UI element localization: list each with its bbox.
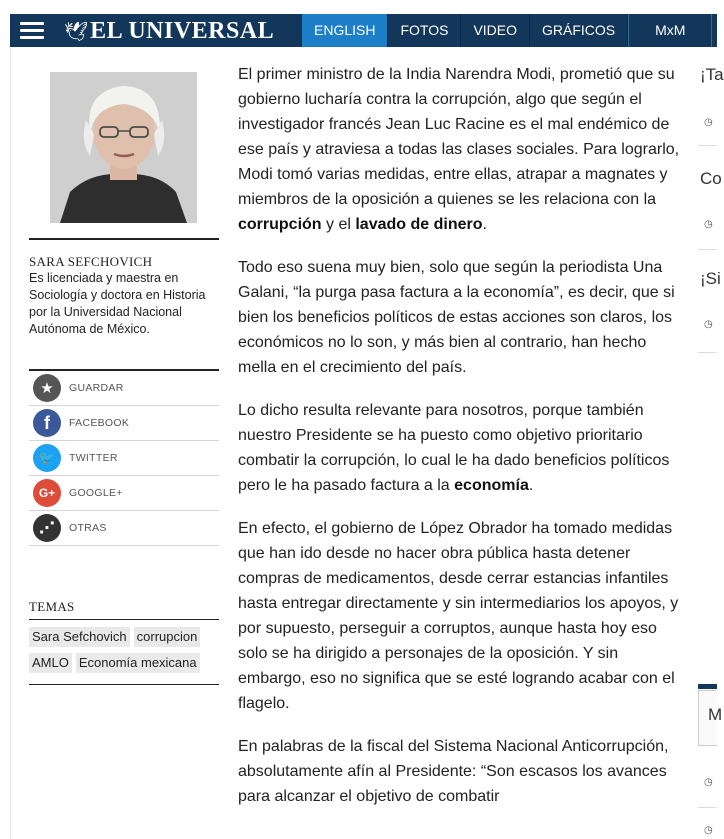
- site-logo[interactable]: [64, 18, 274, 44]
- share-label: GOOGLE+: [69, 487, 123, 499]
- nav-bar: [10, 14, 717, 47]
- clock-icon: ◷: [704, 117, 713, 128]
- sidebar-section-title[interactable]: M: [708, 705, 723, 724]
- keyword-link[interactable]: corrupción: [238, 216, 322, 233]
- share-label: TWITTER: [69, 452, 118, 464]
- tab-mxm[interactable]: MxM: [628, 14, 712, 47]
- article-paragraph: En palabras de la fiscal del Sistema Nacional Anticorrupción, absolutamente afín al Presidente: “Son escasos los avances para alcanzar el objetivo de combatir: [238, 738, 669, 805]
- divider: [698, 807, 717, 808]
- sidebar-headline[interactable]: Co: [700, 169, 722, 188]
- divider: [698, 145, 717, 146]
- sidebar-headline[interactable]: ¡Ta: [700, 65, 724, 84]
- share-save[interactable]: [29, 371, 219, 406]
- share-twitter[interactable]: [29, 441, 219, 476]
- tag[interactable]: Sara Sefchovich: [29, 627, 130, 647]
- star-icon: ★: [33, 374, 61, 402]
- tab-graficos[interactable]: GRÁFICOS: [530, 14, 628, 47]
- keyword-link[interactable]: economía: [454, 477, 529, 494]
- tag[interactable]: corrupcion: [134, 627, 201, 647]
- share-google-plus[interactable]: [29, 476, 219, 511]
- google-plus-icon: G+: [33, 479, 61, 507]
- divider: [698, 249, 717, 250]
- clock-icon: ◷: [704, 319, 713, 330]
- article-body: [238, 62, 680, 827]
- share-label: FACEBOOK: [69, 417, 130, 429]
- share-other[interactable]: [29, 511, 219, 546]
- logo-text: EL UNIVERSAL: [90, 17, 275, 44]
- article-paragraph: Lo dicho resulta relevante para nosotros, porque también nuestro Presidente se ha puesto como objetivo prioritario combatir la corrupción, lo cual le ha dado beneficios políticos pero le ha pasado factura a la economía.: [238, 402, 670, 494]
- share-label: OTRAS: [69, 522, 107, 534]
- temas-title: TEMAS: [29, 599, 75, 614]
- tab-english[interactable]: ENGLISH: [302, 14, 388, 47]
- temas-tags: [29, 619, 219, 685]
- section-bar: [698, 684, 717, 689]
- share-list: [29, 369, 219, 546]
- menu-icon[interactable]: [20, 22, 44, 40]
- clock-icon: ◷: [704, 777, 713, 788]
- article-paragraph: Todo eso suena muy bien, solo que según la periodista Una Galani, “la purga pasa factura a la economía”, es decir, que si bien los beneficios políticos de estas acciones son claros, los económicos no lo son, y más bien al contrario, han hecho mella en el crecimiento del país.: [238, 259, 675, 376]
- divider: [698, 352, 717, 353]
- author-name[interactable]: SARA SEFCHOVICH: [29, 238, 219, 270]
- tag[interactable]: Economía mexicana: [76, 653, 200, 673]
- right-sidebar: [698, 47, 724, 839]
- tab-video[interactable]: VIDEO: [461, 14, 530, 47]
- share-icon: ⋰: [33, 514, 61, 542]
- keyword-link[interactable]: lavado de dinero: [355, 216, 483, 233]
- sidebar-headline[interactable]: ¡Si: [700, 269, 721, 288]
- article-paragraph: El primer ministro de la India Narendra Modi, prometió que su gobierno lucharía contra la corrupción, algo que según el investigador francés Jean Luc Racine es el mal endémico de ese país y atraviesa a todas las clases sociales. Para lograrlo, Modi tomó varias medidas, entre ellas, atrapar a magnates y miembros de la oposición a quienes se les relaciona con la corrupción y el lavado de dinero.: [238, 66, 680, 233]
- logo-dove-icon: 🕊: [64, 20, 87, 43]
- author-column: [10, 47, 218, 839]
- nav-tabs: [302, 14, 712, 47]
- author-photo: [50, 72, 197, 223]
- tab-fotos[interactable]: FOTOS: [388, 14, 461, 47]
- author-bio: Es licenciada y maestra en Sociología y doctora en Historia por la Universidad Nacional Autónoma de México.: [29, 271, 206, 336]
- share-facebook[interactable]: [29, 406, 219, 441]
- twitter-icon: 🐦: [33, 444, 61, 472]
- top-header: [0, 0, 717, 47]
- share-label: GUARDAR: [69, 382, 124, 394]
- tag[interactable]: AMLO: [29, 653, 72, 673]
- sidebar-section-box: [698, 690, 723, 746]
- facebook-icon: f: [33, 409, 61, 437]
- article-paragraph: En efecto, el gobierno de López Obrador ha tomado medidas que han ido desde no hacer obra pública hasta detener compras de medicamentos, desde cerrar estancias infantiles hasta entregar directamente y sin intermediarios los apoyos, y por supuesto, perseguir a corruptos, aunque hasta hoy eso solo se ha dirigido a personajes de la oposición. Y sin embargo, eso no significa que se esté logrando acabar con el flagelo.: [238, 520, 679, 712]
- clock-icon: ◷: [704, 825, 713, 836]
- clock-icon: ◷: [704, 219, 713, 230]
